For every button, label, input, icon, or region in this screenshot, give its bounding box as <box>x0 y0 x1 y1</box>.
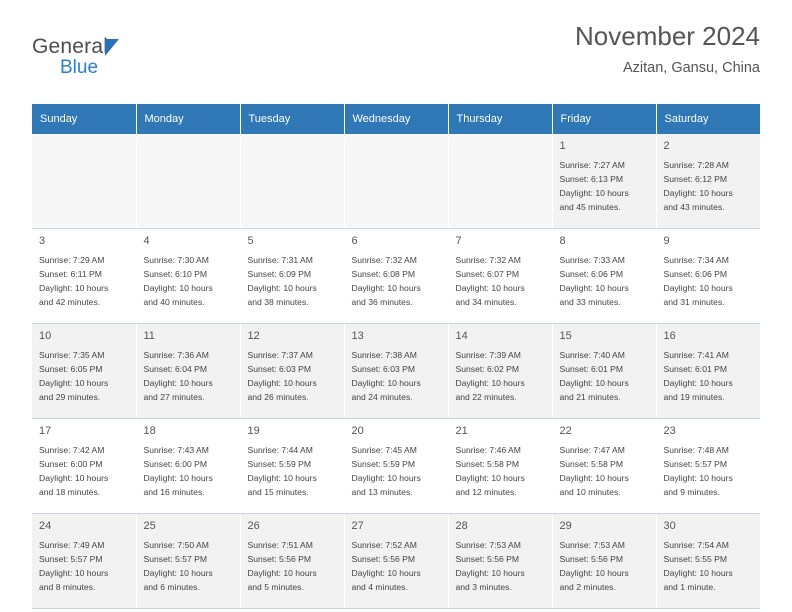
day-sunset-text: Sunset: 5:56 PM <box>351 553 416 564</box>
calendar-day-cell <box>656 229 760 324</box>
calendar-day-cell <box>552 419 656 514</box>
day-sunset-text: Sunset: 6:07 PM <box>455 268 520 279</box>
day-number: 3 <box>39 235 46 247</box>
day-number: 9 <box>663 235 670 247</box>
calendar-day-cell <box>344 514 448 609</box>
day-daylight1-text: Daylight: 10 hours <box>247 567 317 578</box>
calendar-day-cell <box>240 419 344 514</box>
day-daylight2-text: and 24 minutes. <box>351 391 413 402</box>
day-sunset-text: Sunset: 5:56 PM <box>247 553 312 564</box>
logo-word-blue: Blue <box>60 57 99 78</box>
day-number: 21 <box>455 425 468 437</box>
calendar-cell-empty <box>32 134 136 229</box>
calendar-day-cell <box>656 514 760 609</box>
day-sunrise-text: Sunrise: 7:40 AM <box>559 349 625 360</box>
day-sunset-text: Sunset: 5:59 PM <box>351 458 416 469</box>
day-sunset-text: Sunset: 6:03 PM <box>351 363 416 374</box>
day-daylight2-text: and 8 minutes. <box>39 581 96 592</box>
day-daylight1-text: Daylight: 10 hours <box>351 567 421 578</box>
day-sunrise-text: Sunrise: 7:53 AM <box>559 539 625 550</box>
day-number: 22 <box>559 425 572 437</box>
day-sunrise-text: Sunrise: 7:36 AM <box>143 349 209 360</box>
general-blue-logo <box>32 22 119 77</box>
day-daylight1-text: Daylight: 10 hours <box>455 377 525 388</box>
calendar-cell-empty <box>448 134 552 229</box>
day-daylight2-text: and 42 minutes. <box>39 296 101 307</box>
day-sunrise-text: Sunrise: 7:43 AM <box>143 444 209 455</box>
day-daylight2-text: and 26 minutes. <box>247 391 309 402</box>
day-daylight2-text: and 4 minutes. <box>351 581 408 592</box>
day-daylight1-text: Daylight: 10 hours <box>351 472 421 483</box>
day-sunrise-text: Sunrise: 7:51 AM <box>247 539 313 550</box>
day-sunrise-text: Sunrise: 7:48 AM <box>663 444 729 455</box>
day-number: 26 <box>247 520 260 532</box>
weekday-wednesday: Wednesday <box>344 104 448 134</box>
day-daylight2-text: and 12 minutes. <box>455 486 517 497</box>
day-number: 12 <box>247 330 260 342</box>
day-sunset-text: Sunset: 6:06 PM <box>559 268 624 279</box>
day-daylight2-text: and 13 minutes. <box>351 486 413 497</box>
day-daylight2-text: and 34 minutes. <box>455 296 517 307</box>
location-subtitle: Azitan, Gansu, China <box>622 59 760 76</box>
day-sunset-text: Sunset: 5:59 PM <box>247 458 312 469</box>
weekday-header-row <box>32 104 760 134</box>
day-sunset-text: Sunset: 5:58 PM <box>559 458 624 469</box>
day-number: 10 <box>39 330 52 342</box>
weekday-monday: Monday <box>136 104 240 134</box>
calendar-day-cell <box>552 324 656 419</box>
day-sunset-text: Sunset: 5:58 PM <box>455 458 520 469</box>
calendar-day-cell <box>32 229 136 324</box>
day-sunset-text: Sunset: 6:12 PM <box>663 173 728 184</box>
calendar-day-cell <box>136 514 240 609</box>
day-sunset-text: Sunset: 6:13 PM <box>559 173 624 184</box>
day-daylight1-text: Daylight: 10 hours <box>663 282 733 293</box>
calendar-day-cell <box>448 229 552 324</box>
calendar-day-cell <box>344 324 448 419</box>
day-daylight1-text: Daylight: 10 hours <box>351 282 421 293</box>
day-daylight2-text: and 3 minutes. <box>455 581 512 592</box>
day-daylight1-text: Daylight: 10 hours <box>455 282 525 293</box>
day-sunset-text: Sunset: 5:56 PM <box>455 553 520 564</box>
day-sunset-text: Sunset: 6:08 PM <box>351 268 416 279</box>
day-sunrise-text: Sunrise: 7:29 AM <box>39 254 105 265</box>
weekday-sunday: Sunday <box>32 104 136 134</box>
day-sunset-text: Sunset: 6:04 PM <box>143 363 208 374</box>
day-number: 14 <box>455 330 468 342</box>
day-daylight2-text: and 1 minute. <box>663 581 716 592</box>
calendar-week-row <box>32 324 760 419</box>
day-sunset-text: Sunset: 6:05 PM <box>39 363 103 374</box>
calendar-cell-empty <box>344 134 448 229</box>
day-daylight1-text: Daylight: 10 hours <box>663 377 733 388</box>
day-sunset-text: Sunset: 5:57 PM <box>39 553 103 564</box>
day-sunset-text: Sunset: 6:03 PM <box>247 363 312 374</box>
day-daylight2-text: and 22 minutes. <box>455 391 517 402</box>
day-daylight2-text: and 21 minutes. <box>559 391 621 402</box>
day-number: 24 <box>39 520 52 532</box>
calendar-day-cell <box>240 324 344 419</box>
day-daylight1-text: Daylight: 10 hours <box>663 472 733 483</box>
day-sunrise-text: Sunrise: 7:32 AM <box>351 254 417 265</box>
day-number: 5 <box>247 235 254 247</box>
calendar-day-cell <box>552 229 656 324</box>
day-sunset-text: Sunset: 6:02 PM <box>455 363 520 374</box>
day-sunrise-text: Sunrise: 7:32 AM <box>455 254 521 265</box>
day-daylight2-text: and 40 minutes. <box>143 296 205 307</box>
day-sunrise-text: Sunrise: 7:38 AM <box>351 349 417 360</box>
calendar-day-cell <box>344 419 448 514</box>
day-daylight1-text: Daylight: 10 hours <box>143 377 213 388</box>
day-daylight1-text: Daylight: 10 hours <box>39 567 109 578</box>
day-number: 15 <box>559 330 572 342</box>
day-sunrise-text: Sunrise: 7:41 AM <box>663 349 729 360</box>
day-daylight1-text: Daylight: 10 hours <box>663 187 733 198</box>
day-sunrise-text: Sunrise: 7:37 AM <box>247 349 313 360</box>
calendar-day-cell <box>448 324 552 419</box>
calendar-week-row <box>32 419 760 514</box>
day-sunrise-text: Sunrise: 7:46 AM <box>455 444 521 455</box>
day-sunrise-text: Sunrise: 7:31 AM <box>247 254 313 265</box>
day-sunrise-text: Sunrise: 7:47 AM <box>559 444 625 455</box>
day-daylight2-text: and 31 minutes. <box>663 296 725 307</box>
calendar-day-cell <box>240 229 344 324</box>
day-sunrise-text: Sunrise: 7:52 AM <box>351 539 417 550</box>
day-number: 13 <box>351 330 364 342</box>
day-number: 8 <box>559 235 566 247</box>
calendar-body <box>32 134 760 609</box>
day-daylight1-text: Daylight: 10 hours <box>663 567 733 578</box>
day-number: 27 <box>351 520 364 532</box>
day-sunset-text: Sunset: 5:57 PM <box>663 458 728 469</box>
day-daylight2-text: and 2 minutes. <box>559 581 616 592</box>
calendar-day-cell <box>136 324 240 419</box>
day-daylight2-text: and 6 minutes. <box>143 581 200 592</box>
day-daylight2-text: and 36 minutes. <box>351 296 413 307</box>
day-sunrise-text: Sunrise: 7:35 AM <box>39 349 105 360</box>
day-number: 30 <box>663 520 676 532</box>
day-daylight2-text: and 27 minutes. <box>143 391 205 402</box>
day-sunset-text: Sunset: 6:09 PM <box>247 268 312 279</box>
day-sunrise-text: Sunrise: 7:44 AM <box>247 444 313 455</box>
day-daylight2-text: and 38 minutes. <box>247 296 309 307</box>
day-number: 4 <box>143 235 150 247</box>
page-header <box>32 22 760 92</box>
day-daylight1-text: Daylight: 10 hours <box>559 282 629 293</box>
calendar-day-cell <box>552 134 656 229</box>
calendar-day-cell <box>32 514 136 609</box>
calendar-cell-empty <box>240 134 344 229</box>
calendar-cell-empty <box>136 134 240 229</box>
day-daylight1-text: Daylight: 10 hours <box>143 472 213 483</box>
day-number: 23 <box>663 425 676 437</box>
day-sunset-text: Sunset: 6:00 PM <box>39 458 103 469</box>
logo-flag-icon <box>105 39 119 56</box>
day-daylight2-text: and 15 minutes. <box>247 486 309 497</box>
day-sunrise-text: Sunrise: 7:45 AM <box>351 444 417 455</box>
day-sunset-text: Sunset: 6:06 PM <box>663 268 728 279</box>
day-sunset-text: Sunset: 6:00 PM <box>143 458 208 469</box>
weekday-saturday: Saturday <box>656 104 760 134</box>
day-sunrise-text: Sunrise: 7:50 AM <box>143 539 209 550</box>
day-daylight1-text: Daylight: 10 hours <box>559 187 629 198</box>
day-daylight2-text: and 33 minutes. <box>559 296 621 307</box>
day-number: 28 <box>455 520 468 532</box>
calendar-day-cell <box>656 324 760 419</box>
day-sunset-text: Sunset: 5:57 PM <box>143 553 208 564</box>
day-daylight2-text: and 16 minutes. <box>143 486 205 497</box>
weekday-tuesday: Tuesday <box>240 104 344 134</box>
day-sunset-text: Sunset: 6:10 PM <box>143 268 208 279</box>
day-number: 1 <box>559 140 566 152</box>
logo-word-general: General <box>32 35 109 58</box>
day-daylight2-text: and 5 minutes. <box>247 581 304 592</box>
day-sunrise-text: Sunrise: 7:39 AM <box>455 349 521 360</box>
day-daylight1-text: Daylight: 10 hours <box>247 282 317 293</box>
day-daylight2-text: and 45 minutes. <box>559 201 621 212</box>
day-sunset-text: Sunset: 5:56 PM <box>559 553 624 564</box>
day-number: 16 <box>663 330 676 342</box>
day-daylight1-text: Daylight: 10 hours <box>143 282 213 293</box>
day-daylight1-text: Daylight: 10 hours <box>559 567 629 578</box>
day-daylight1-text: Daylight: 10 hours <box>247 377 317 388</box>
day-sunrise-text: Sunrise: 7:28 AM <box>663 159 729 170</box>
day-daylight1-text: Daylight: 10 hours <box>559 472 629 483</box>
day-number: 2 <box>663 140 670 152</box>
calendar-week-row <box>32 514 760 609</box>
calendar-day-cell <box>136 229 240 324</box>
day-sunset-text: Sunset: 5:55 PM <box>663 553 728 564</box>
day-daylight1-text: Daylight: 10 hours <box>351 377 421 388</box>
calendar-day-cell <box>136 419 240 514</box>
day-daylight1-text: Daylight: 10 hours <box>247 472 317 483</box>
calendar-day-cell <box>656 134 760 229</box>
day-daylight2-text: and 43 minutes. <box>663 201 725 212</box>
day-sunrise-text: Sunrise: 7:54 AM <box>663 539 729 550</box>
day-number: 6 <box>351 235 358 247</box>
weekday-thursday: Thursday <box>448 104 552 134</box>
day-sunrise-text: Sunrise: 7:42 AM <box>39 444 105 455</box>
calendar-day-cell <box>240 514 344 609</box>
day-daylight1-text: Daylight: 10 hours <box>143 567 213 578</box>
calendar-day-cell <box>656 419 760 514</box>
day-sunrise-text: Sunrise: 7:49 AM <box>39 539 105 550</box>
calendar-day-cell <box>448 514 552 609</box>
day-daylight1-text: Daylight: 10 hours <box>39 377 109 388</box>
day-daylight2-text: and 18 minutes. <box>39 486 101 497</box>
calendar-day-cell <box>32 324 136 419</box>
day-number: 29 <box>559 520 572 532</box>
day-daylight1-text: Daylight: 10 hours <box>39 472 109 483</box>
day-sunrise-text: Sunrise: 7:33 AM <box>559 254 625 265</box>
day-daylight1-text: Daylight: 10 hours <box>559 377 629 388</box>
page-title: November 2024 <box>575 21 760 51</box>
calendar-table <box>32 104 760 609</box>
calendar-day-cell <box>552 514 656 609</box>
day-daylight1-text: Daylight: 10 hours <box>39 282 109 293</box>
day-number: 7 <box>455 235 462 247</box>
day-sunrise-text: Sunrise: 7:27 AM <box>559 159 625 170</box>
day-sunrise-text: Sunrise: 7:53 AM <box>455 539 521 550</box>
day-daylight2-text: and 19 minutes. <box>663 391 725 402</box>
day-number: 17 <box>39 425 52 437</box>
day-number: 20 <box>351 425 364 437</box>
day-number: 25 <box>143 520 156 532</box>
day-number: 11 <box>143 330 155 342</box>
weekday-friday: Friday <box>552 104 656 134</box>
day-daylight2-text: and 10 minutes. <box>559 486 621 497</box>
day-daylight1-text: Daylight: 10 hours <box>455 567 525 578</box>
day-sunset-text: Sunset: 6:01 PM <box>663 363 728 374</box>
day-sunrise-text: Sunrise: 7:30 AM <box>143 254 209 265</box>
calendar-day-cell <box>32 419 136 514</box>
title-block <box>575 22 760 76</box>
day-daylight2-text: and 9 minutes. <box>663 486 720 497</box>
day-daylight1-text: Daylight: 10 hours <box>455 472 525 483</box>
calendar-day-cell <box>344 229 448 324</box>
calendar-week-row <box>32 229 760 324</box>
calendar-week-row <box>32 134 760 229</box>
day-sunrise-text: Sunrise: 7:34 AM <box>663 254 729 265</box>
calendar-day-cell <box>448 419 552 514</box>
day-number: 19 <box>247 425 260 437</box>
day-sunset-text: Sunset: 6:01 PM <box>559 363 624 374</box>
day-daylight2-text: and 29 minutes. <box>39 391 101 402</box>
day-sunset-text: Sunset: 6:11 PM <box>39 268 102 279</box>
day-number: 18 <box>143 425 156 437</box>
